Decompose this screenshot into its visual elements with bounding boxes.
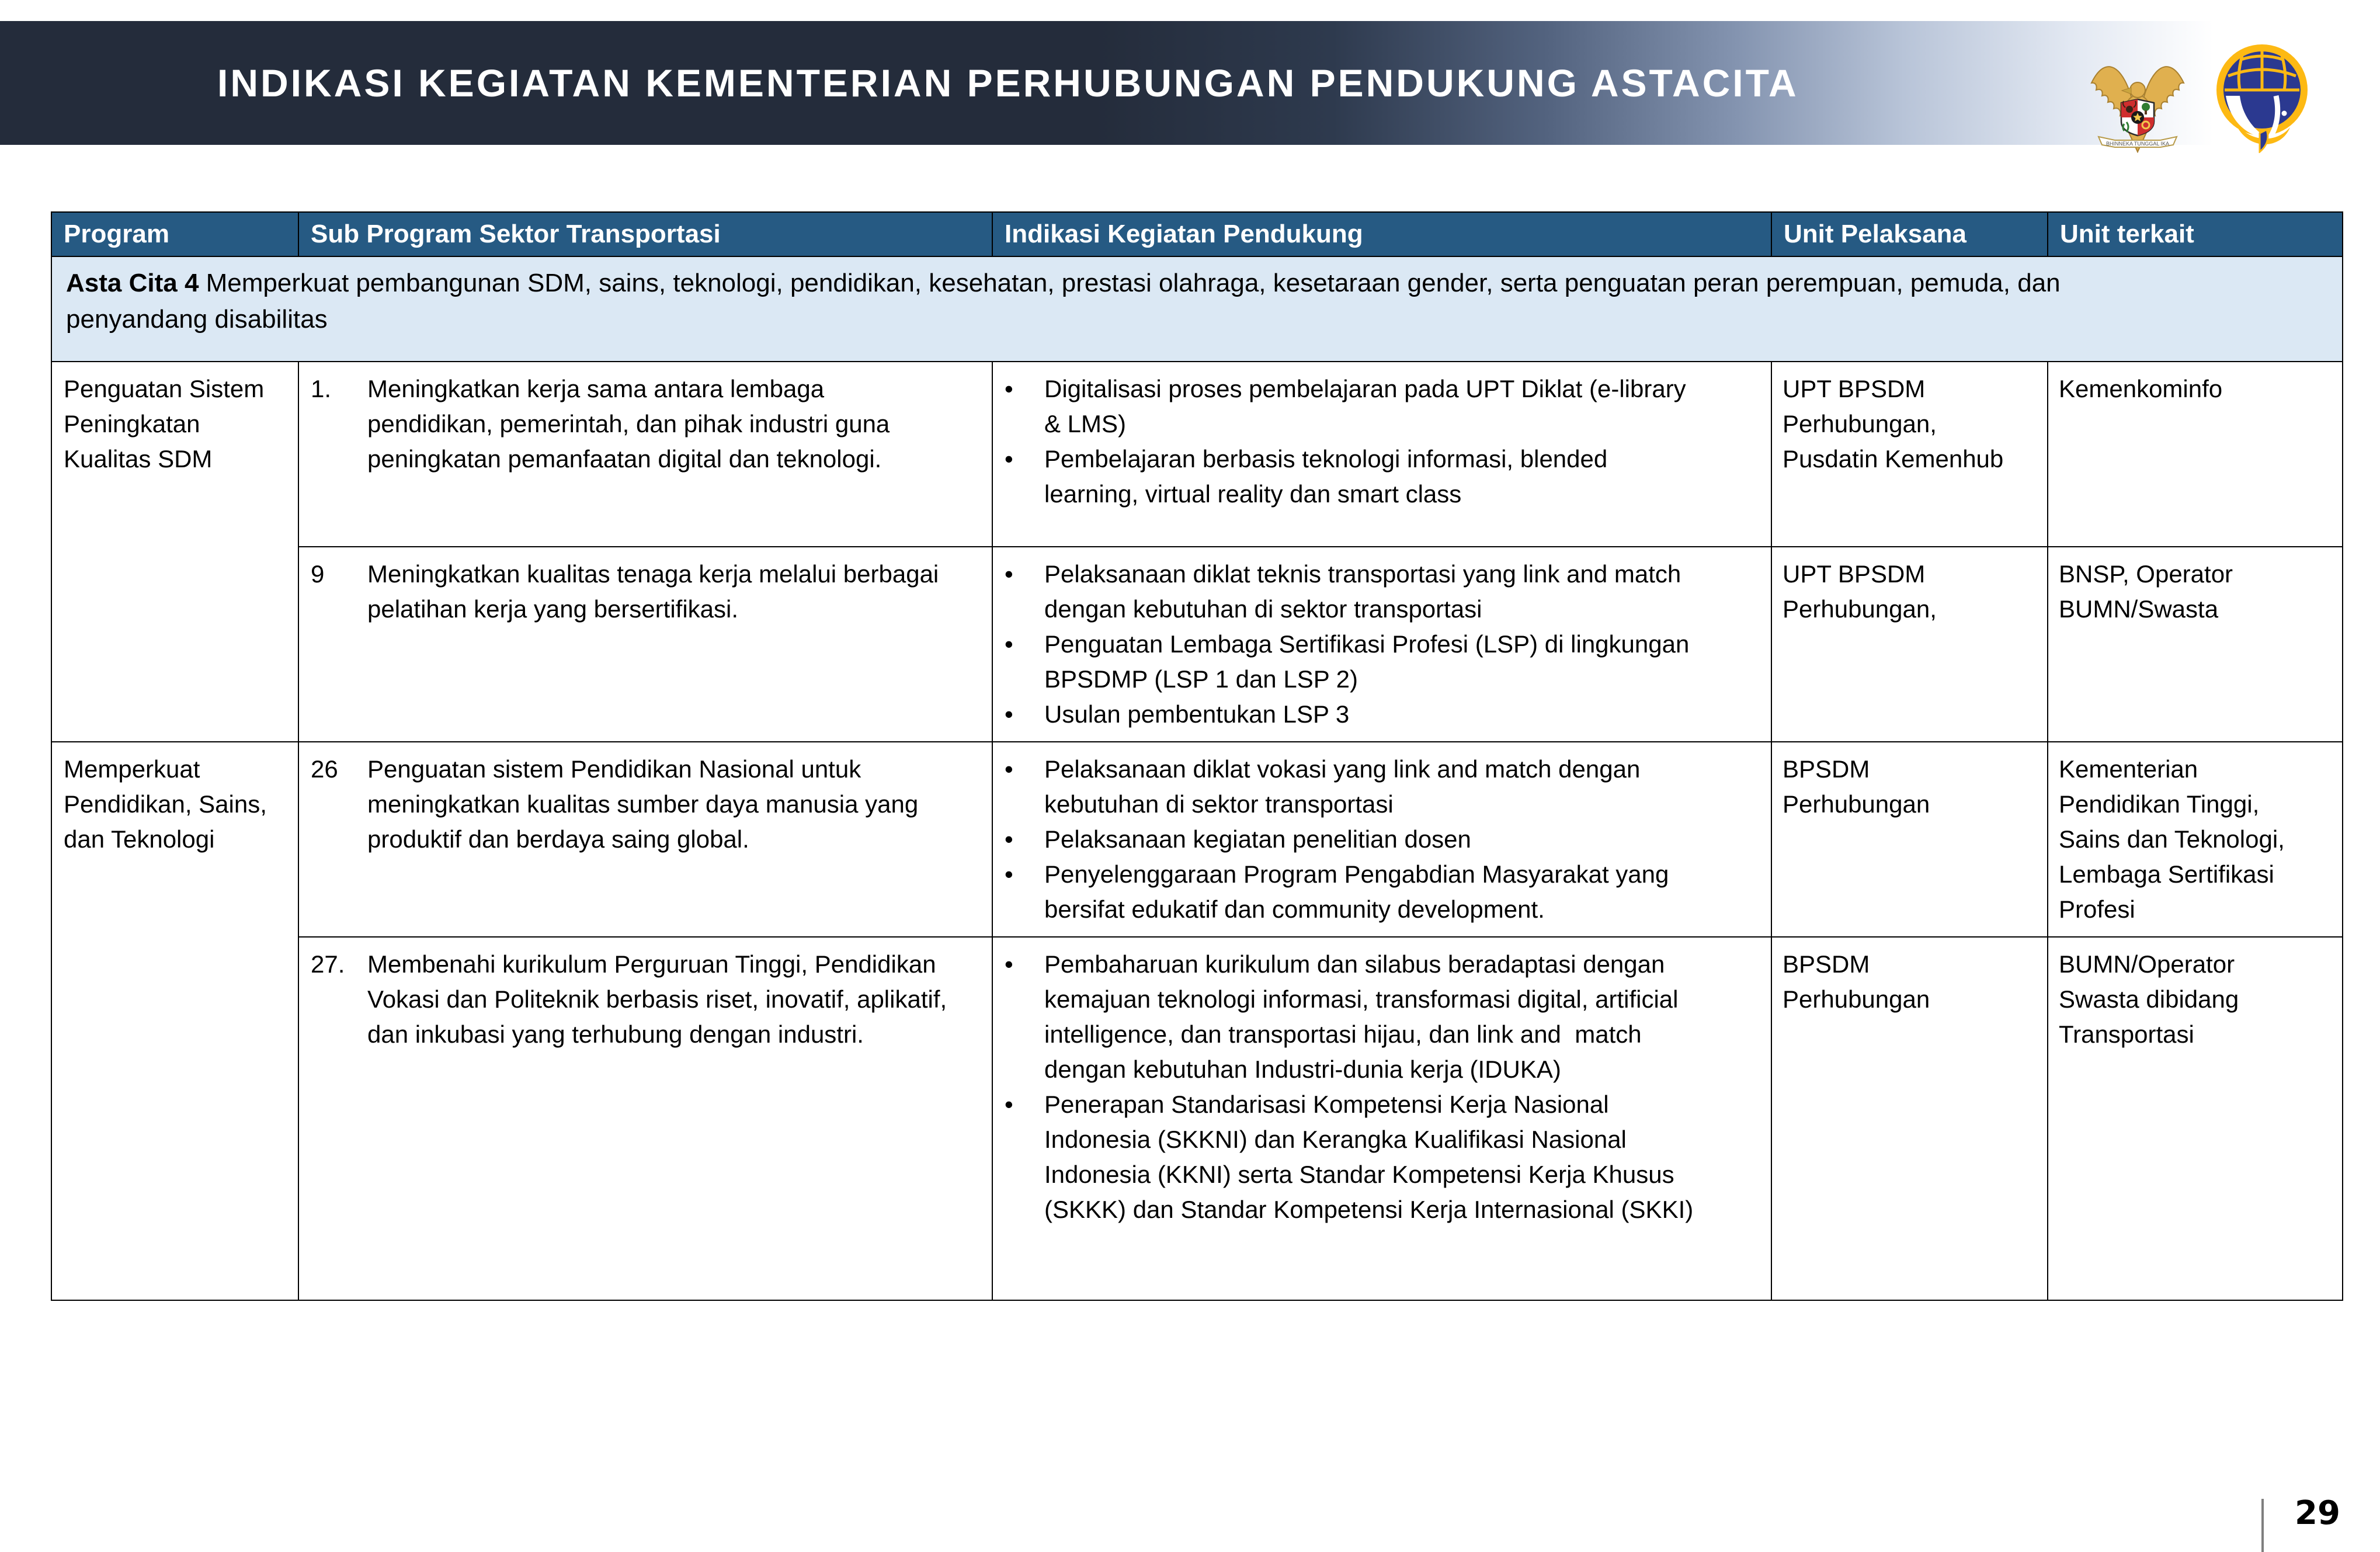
asta-cita-text: Memperkuat pembangunan SDM, sains, teknologi, pendidikan, kesehatan, prestasi olahraga, kesetaraan gender, serta penguatan peran perempuan, pemuda, dan penyandang disabilitas: [66, 269, 2061, 334]
unit-terkait-cell: BUMN/Operator Swasta dibidang Transportasi: [2048, 937, 2343, 1300]
sub-program-cell: [298, 362, 992, 547]
table-row: [51, 937, 2343, 1300]
unit-pelaksana-cell: UPT BPSDM Perhubungan,: [1771, 547, 2048, 742]
bullet-icon: •: [1005, 445, 1013, 473]
page-number: 29: [2295, 1494, 2340, 1532]
unit-terkait-cell: BNSP, Operator BUMN/Swasta: [2048, 547, 2343, 742]
asta-cita-cell: [51, 256, 2343, 362]
bullet-icon: •: [1005, 375, 1013, 402]
bullet-icon: •: [1005, 860, 1013, 888]
table-row: [51, 547, 2343, 742]
table-header-row: [51, 212, 2343, 256]
indikasi-cell: [992, 937, 1771, 1300]
item-number: 26: [311, 755, 338, 783]
indikasi-item: Usulan pembentukan LSP 3: [1044, 700, 1350, 728]
item-number: 9: [311, 560, 325, 588]
indikasi-item: Pelaksanaan diklat vokasi yang link and match dengan kebutuhan di sektor transportasi: [1044, 755, 1647, 818]
unit-pelaksana-cell: BPSDM Perhubungan: [1771, 742, 2048, 937]
table-row: [51, 742, 2343, 937]
indikasi-item: Pelaksanaan kegiatan penelitian dosen: [1044, 825, 1471, 853]
bullet-icon: •: [1005, 825, 1013, 853]
sub-program-text: Meningkatkan kualitas tenaga kerja melalui berbagai pelatihan kerja yang bersertifikasi.: [367, 560, 939, 623]
sub-program-cell: [298, 547, 992, 742]
bullet-icon: •: [1005, 950, 1013, 978]
asta-cita-row: [51, 256, 2343, 362]
column-header-unit-terkait: Unit terkait: [2048, 212, 2343, 256]
item-number: 1.: [311, 375, 332, 402]
unit-pelaksana-cell: BPSDM Perhubungan: [1771, 937, 2048, 1300]
indikasi-item: Pelaksanaan diklat teknis transportasi yang link and match dengan kebutuhan di sektor transportasi: [1044, 560, 1688, 623]
column-header-unit-pelaksana: Unit Pelaksana: [1771, 212, 2048, 256]
unit-terkait-cell: Kementerian Pendidikan Tinggi, Sains dan Teknologi, Lembaga Sertifikasi Profesi: [2048, 742, 2343, 937]
indikasi-item: Penguatan Lembaga Sertifikasi Profesi (LSP) di lingkungan BPSDMP (LSP 1 dan LSP 2): [1044, 630, 1696, 693]
sub-program-cell: [298, 742, 992, 937]
program-cell: Penguatan Sistem Peningkatan Kualitas SDM: [51, 362, 298, 742]
item-number: 27.: [311, 950, 345, 978]
asta-cita-label: Asta Cita 4: [66, 269, 199, 297]
kemenhub-logo: [2215, 42, 2309, 153]
indikasi-cell: [992, 742, 1771, 937]
bullet-icon: •: [1005, 560, 1013, 588]
unit-pelaksana-cell: UPT BPSDM Perhubungan, Pusdatin Kemenhub: [1771, 362, 2048, 547]
indikasi-cell: [992, 362, 1771, 547]
indikasi-cell: [992, 547, 1771, 742]
sub-program-text: Penguatan sistem Pendidikan Nasional untuk meningkatkan kualitas sumber daya manusia yang produktif dan berdaya saing global.: [367, 755, 919, 853]
bullet-icon: •: [1005, 700, 1013, 728]
column-header-program: Program: [51, 212, 298, 256]
page-title: INDIKASI KEGIATAN KEMENTERIAN PERHUBUNGAN PENDUKUNG ASTACITA: [217, 61, 1799, 105]
garuda-motto-text: BHINNEKA TUNGGAL IKA: [2105, 141, 2170, 147]
sub-program-cell: [298, 937, 992, 1300]
program-cell: Memperkuat Pendidikan, Sains, dan Teknologi: [51, 742, 298, 1300]
unit-terkait-cell: Kemenkominfo: [2048, 362, 2343, 547]
indikasi-item: Pembaharuan kurikulum dan silabus beradaptasi dengan kemajuan teknologi informasi, transformasi digital, artificial intelligence, dan transportasi hijau, dan link and match dengan kebutuhan Industri-dunia kerja (IDUKA): [1044, 950, 1686, 1083]
sub-program-text: Membenahi kurikulum Perguruan Tinggi, Pendidikan Vokasi dan Politeknik berbasis riset, inovatif, aplikatif, dan inkubasi yang terhubung dengan industri.: [367, 950, 947, 1048]
sub-program-text: Meningkatkan kerja sama antara lembaga pendidikan, pemerintah, dan pihak industri guna peningkatan pemanfaatan digital dan teknologi.: [367, 375, 890, 473]
bullet-icon: •: [1005, 1091, 1013, 1118]
bullet-icon: •: [1005, 630, 1013, 658]
bullet-icon: •: [1005, 755, 1013, 783]
indikasi-item: Pembelajaran berbasis teknologi informasi, blended learning, virtual reality dan smart class: [1044, 445, 1614, 508]
indikasi-item: Penerapan Standarisasi Kompetensi Kerja Nasional Indonesia (SKKNI) dan Kerangka Kualifikasi Nasional Indonesia (KKNI) serta Standar Kompetensi Kerja Khusus (SKKK) dan Standar Kompetensi Kerja Internasional (SKKI): [1044, 1091, 1694, 1223]
column-header-sub-program: Sub Program Sektor Transportasi: [298, 212, 992, 256]
table-row: [51, 362, 2343, 547]
footer-divider: [2261, 1499, 2264, 1552]
astacita-table: [51, 211, 2343, 1301]
column-header-indikasi: Indikasi Kegiatan Pendukung: [992, 212, 1771, 256]
garuda-pancasila-logo: [2088, 36, 2187, 153]
indikasi-item: Digitalisasi proses pembelajaran pada UPT Diklat (e-library & LMS): [1044, 375, 1693, 438]
indikasi-item: Penyelenggaraan Program Pengabdian Masyarakat yang bersifat edukatif dan community development.: [1044, 860, 1676, 923]
